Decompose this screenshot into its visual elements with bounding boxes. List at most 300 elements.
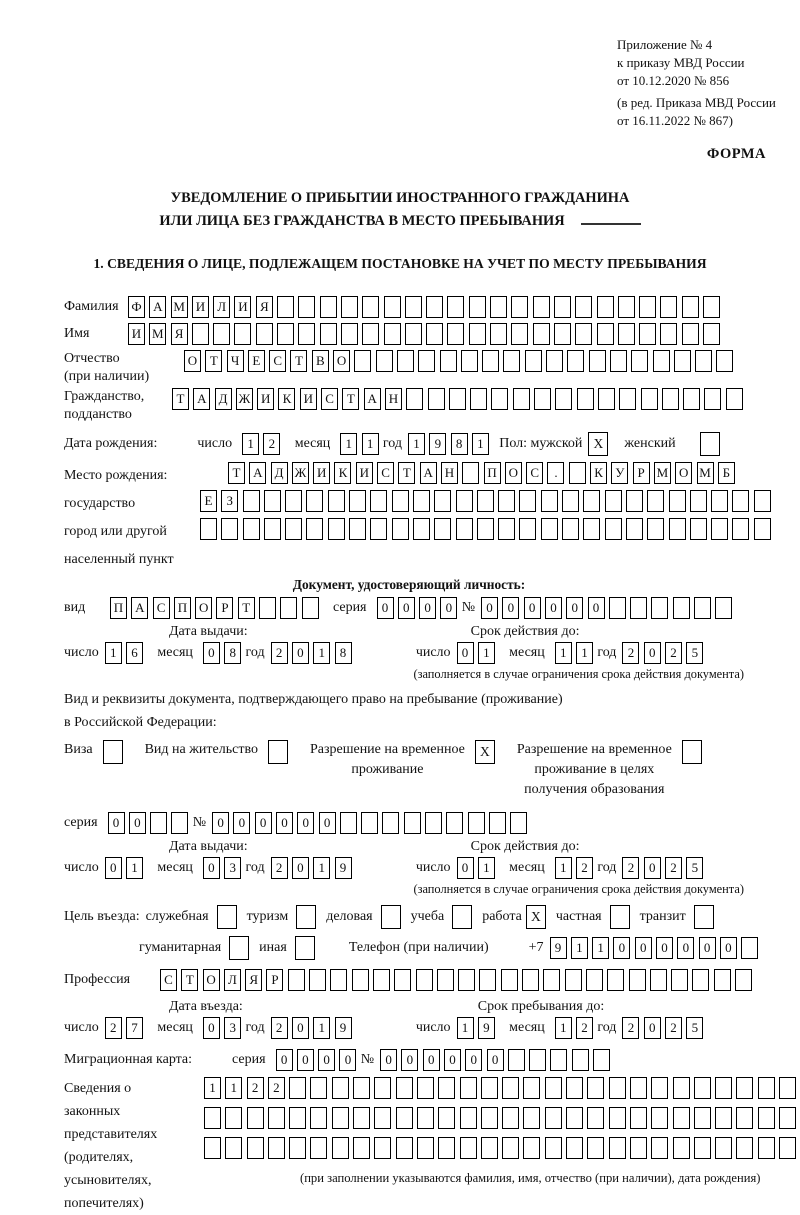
form-cell[interactable]: 0 <box>292 1017 309 1039</box>
form-cell[interactable] <box>437 969 454 991</box>
form-cell[interactable]: 2 <box>622 642 639 664</box>
form-cell[interactable] <box>354 350 371 372</box>
form-cell[interactable] <box>694 1107 711 1129</box>
form-cell[interactable]: 1 <box>571 937 588 959</box>
form-cell[interactable]: 1 <box>340 433 357 455</box>
form-cell[interactable] <box>550 1049 567 1071</box>
form-cell[interactable]: И <box>313 462 330 484</box>
form-cell[interactable]: Т <box>172 388 189 410</box>
form-cell[interactable]: 1 <box>478 857 495 879</box>
form-cell[interactable]: 0 <box>635 937 652 959</box>
form-cell[interactable] <box>533 323 550 345</box>
form-cell[interactable]: 0 <box>423 1049 440 1071</box>
form-cell[interactable] <box>523 1107 540 1129</box>
form-cell[interactable]: 0 <box>233 812 250 834</box>
form-cell[interactable] <box>566 1107 583 1129</box>
form-cell[interactable] <box>341 323 358 345</box>
form-cell[interactable] <box>587 1107 604 1129</box>
form-cell[interactable]: 0 <box>398 597 415 619</box>
form-cell[interactable] <box>374 1077 391 1099</box>
form-cell[interactable] <box>289 1137 306 1159</box>
form-cell[interactable]: О <box>505 462 522 484</box>
form-cell[interactable] <box>417 1107 434 1129</box>
form-cell[interactable] <box>309 969 326 991</box>
form-cell[interactable]: 2 <box>665 1017 682 1039</box>
form-cell[interactable]: А <box>131 597 148 619</box>
form-cell[interactable] <box>567 350 584 372</box>
form-cell[interactable] <box>598 388 615 410</box>
form-cell[interactable]: 0 <box>644 642 661 664</box>
form-cell[interactable] <box>639 323 656 345</box>
form-cell[interactable]: И <box>192 296 209 318</box>
form-cell[interactable]: 1 <box>472 433 489 455</box>
form-cell[interactable]: К <box>334 462 351 484</box>
form-cell[interactable] <box>609 1137 626 1159</box>
form-cell[interactable] <box>470 388 487 410</box>
form-cell[interactable] <box>330 969 347 991</box>
form-cell[interactable]: 0 <box>297 1049 314 1071</box>
form-cell[interactable] <box>651 1137 668 1159</box>
form-cell[interactable]: Ф <box>128 296 145 318</box>
form-cell[interactable] <box>490 323 507 345</box>
form-cell[interactable] <box>428 388 445 410</box>
form-cell[interactable]: Я <box>171 323 188 345</box>
form-cell[interactable] <box>204 1137 221 1159</box>
form-cell[interactable] <box>277 323 294 345</box>
form-cell[interactable] <box>529 1049 546 1071</box>
form-cell[interactable]: М <box>149 323 166 345</box>
form-cell[interactable] <box>150 812 167 834</box>
form-cell[interactable] <box>332 1077 349 1099</box>
form-cell[interactable] <box>264 518 281 540</box>
form-cell[interactable]: Е <box>248 350 265 372</box>
form-cell[interactable] <box>413 490 430 512</box>
form-cell[interactable] <box>396 1077 413 1099</box>
form-cell[interactable] <box>534 388 551 410</box>
form-cell[interactable] <box>438 1077 455 1099</box>
form-cell[interactable]: 2 <box>622 857 639 879</box>
form-cell[interactable]: . <box>547 462 564 484</box>
form-cell[interactable] <box>572 1049 589 1071</box>
form-cell[interactable]: М <box>654 462 671 484</box>
form-cell[interactable] <box>715 1137 732 1159</box>
purpose-study-checkbox[interactable] <box>452 905 472 929</box>
form-cell[interactable] <box>741 937 758 959</box>
form-cell[interactable] <box>703 323 720 345</box>
purpose-transit-checkbox[interactable] <box>694 905 714 929</box>
form-cell[interactable] <box>511 323 528 345</box>
form-cell[interactable]: С <box>377 462 394 484</box>
form-cell[interactable]: 0 <box>108 812 125 834</box>
form-cell[interactable]: 2 <box>105 1017 122 1039</box>
form-cell[interactable] <box>673 597 690 619</box>
form-cell[interactable]: 1 <box>204 1077 221 1099</box>
form-cell[interactable] <box>682 296 699 318</box>
form-cell[interactable] <box>426 323 443 345</box>
form-cell[interactable] <box>736 1077 753 1099</box>
form-cell[interactable]: Р <box>266 969 283 991</box>
form-cell[interactable]: 5 <box>686 642 703 664</box>
form-cell[interactable] <box>490 296 507 318</box>
form-cell[interactable] <box>619 388 636 410</box>
form-cell[interactable] <box>587 1137 604 1159</box>
form-cell[interactable] <box>462 462 479 484</box>
form-cell[interactable] <box>671 969 688 991</box>
form-cell[interactable] <box>519 490 536 512</box>
form-cell[interactable]: 0 <box>481 597 498 619</box>
form-cell[interactable]: И <box>356 462 373 484</box>
form-cell[interactable] <box>754 490 771 512</box>
form-cell[interactable]: 1 <box>126 857 143 879</box>
form-cell[interactable] <box>392 490 409 512</box>
form-cell[interactable]: Т <box>181 969 198 991</box>
form-cell[interactable]: 1 <box>457 1017 474 1039</box>
form-cell[interactable] <box>247 1107 264 1129</box>
form-cell[interactable] <box>225 1137 242 1159</box>
form-cell[interactable]: 0 <box>720 937 737 959</box>
form-cell[interactable] <box>555 388 572 410</box>
form-cell[interactable] <box>510 812 527 834</box>
form-cell[interactable]: 8 <box>224 642 241 664</box>
form-cell[interactable]: 0 <box>212 812 229 834</box>
form-cell[interactable]: 2 <box>271 1017 288 1039</box>
form-cell[interactable]: Ж <box>236 388 253 410</box>
form-cell[interactable]: 1 <box>408 433 425 455</box>
form-cell[interactable]: Ч <box>227 350 244 372</box>
form-cell[interactable] <box>341 296 358 318</box>
form-cell[interactable]: 1 <box>105 642 122 664</box>
form-cell[interactable]: 2 <box>263 433 280 455</box>
form-cell[interactable] <box>310 1077 327 1099</box>
form-cell[interactable]: А <box>193 388 210 410</box>
form-cell[interactable]: 0 <box>292 857 309 879</box>
form-cell[interactable]: 0 <box>457 642 474 664</box>
form-cell[interactable] <box>502 1137 519 1159</box>
form-cell[interactable] <box>353 1077 370 1099</box>
sex-male-checkbox[interactable]: X <box>588 432 608 456</box>
form-cell[interactable] <box>629 969 646 991</box>
form-cell[interactable] <box>374 1137 391 1159</box>
form-cell[interactable] <box>434 518 451 540</box>
form-cell[interactable]: З <box>221 490 238 512</box>
form-cell[interactable]: 0 <box>502 597 519 619</box>
form-cell[interactable] <box>674 350 691 372</box>
form-cell[interactable]: С <box>321 388 338 410</box>
form-cell[interactable] <box>418 350 435 372</box>
form-cell[interactable]: К <box>278 388 295 410</box>
form-cell[interactable] <box>204 1107 221 1129</box>
form-cell[interactable]: Н <box>385 388 402 410</box>
form-cell[interactable] <box>213 323 230 345</box>
temp-residence-checkbox[interactable]: X <box>475 740 495 764</box>
form-cell[interactable]: 2 <box>622 1017 639 1039</box>
form-cell[interactable]: О <box>333 350 350 372</box>
form-cell[interactable] <box>758 1137 775 1159</box>
form-cell[interactable] <box>650 969 667 991</box>
form-cell[interactable]: 0 <box>440 597 457 619</box>
form-cell[interactable] <box>394 969 411 991</box>
form-cell[interactable]: 2 <box>576 857 593 879</box>
form-cell[interactable] <box>519 518 536 540</box>
form-cell[interactable] <box>456 518 473 540</box>
form-cell[interactable] <box>382 812 399 834</box>
form-cell[interactable] <box>562 518 579 540</box>
form-cell[interactable]: 0 <box>318 1049 335 1071</box>
form-cell[interactable] <box>660 296 677 318</box>
form-cell[interactable]: 0 <box>524 597 541 619</box>
form-cell[interactable] <box>221 518 238 540</box>
form-cell[interactable] <box>703 296 720 318</box>
form-cell[interactable]: 2 <box>665 642 682 664</box>
form-cell[interactable] <box>234 323 251 345</box>
form-cell[interactable] <box>673 1137 690 1159</box>
form-cell[interactable]: Я <box>256 296 273 318</box>
form-cell[interactable] <box>641 388 658 410</box>
form-cell[interactable]: Т <box>342 388 359 410</box>
form-cell[interactable] <box>554 296 571 318</box>
form-cell[interactable] <box>630 1137 647 1159</box>
form-cell[interactable] <box>458 969 475 991</box>
form-cell[interactable]: А <box>249 462 266 484</box>
form-cell[interactable]: 7 <box>126 1017 143 1039</box>
form-cell[interactable] <box>404 812 421 834</box>
form-cell[interactable]: 9 <box>335 857 352 879</box>
form-cell[interactable] <box>243 518 260 540</box>
form-cell[interactable] <box>597 296 614 318</box>
form-cell[interactable] <box>716 350 733 372</box>
form-cell[interactable] <box>328 518 345 540</box>
form-cell[interactable] <box>320 323 337 345</box>
form-cell[interactable] <box>653 350 670 372</box>
form-cell[interactable] <box>460 1107 477 1129</box>
form-cell[interactable] <box>446 812 463 834</box>
form-cell[interactable] <box>353 1107 370 1129</box>
form-cell[interactable] <box>502 1077 519 1099</box>
form-cell[interactable]: 0 <box>613 937 630 959</box>
form-cell[interactable]: 3 <box>224 857 241 879</box>
form-cell[interactable] <box>370 490 387 512</box>
form-cell[interactable] <box>264 490 281 512</box>
purpose-work-checkbox[interactable]: X <box>526 905 546 929</box>
form-cell[interactable] <box>280 597 297 619</box>
form-cell[interactable]: Т <box>398 462 415 484</box>
form-cell[interactable] <box>631 350 648 372</box>
form-cell[interactable]: 0 <box>487 1049 504 1071</box>
form-cell[interactable] <box>566 1077 583 1099</box>
form-cell[interactable] <box>541 518 558 540</box>
form-cell[interactable] <box>610 350 627 372</box>
form-cell[interactable]: 0 <box>276 812 293 834</box>
form-cell[interactable]: Т <box>238 597 255 619</box>
form-cell[interactable] <box>417 1137 434 1159</box>
form-cell[interactable]: С <box>526 462 543 484</box>
form-cell[interactable]: 1 <box>555 642 572 664</box>
form-cell[interactable] <box>647 518 664 540</box>
temp-residence-edu-checkbox[interactable] <box>682 740 702 764</box>
form-cell[interactable] <box>481 1107 498 1129</box>
form-cell[interactable] <box>694 1137 711 1159</box>
form-cell[interactable] <box>477 518 494 540</box>
form-cell[interactable]: 6 <box>126 642 143 664</box>
form-cell[interactable] <box>630 1077 647 1099</box>
form-cell[interactable] <box>545 1077 562 1099</box>
form-cell[interactable]: М <box>697 462 714 484</box>
form-cell[interactable] <box>340 812 357 834</box>
form-cell[interactable]: 1 <box>478 642 495 664</box>
form-cell[interactable]: 0 <box>545 597 562 619</box>
form-cell[interactable] <box>562 490 579 512</box>
form-cell[interactable] <box>277 296 294 318</box>
form-cell[interactable] <box>362 296 379 318</box>
form-cell[interactable] <box>583 490 600 512</box>
form-cell[interactable] <box>522 969 539 991</box>
form-cell[interactable] <box>736 1137 753 1159</box>
form-cell[interactable] <box>285 490 302 512</box>
form-cell[interactable] <box>503 350 520 372</box>
form-cell[interactable] <box>597 323 614 345</box>
form-cell[interactable] <box>481 1137 498 1159</box>
form-cell[interactable] <box>460 1137 477 1159</box>
form-cell[interactable] <box>523 1137 540 1159</box>
form-cell[interactable] <box>349 518 366 540</box>
form-cell[interactable] <box>460 1077 477 1099</box>
form-cell[interactable] <box>268 1137 285 1159</box>
form-cell[interactable] <box>575 323 592 345</box>
form-cell[interactable] <box>384 296 401 318</box>
form-cell[interactable]: 8 <box>451 433 468 455</box>
form-cell[interactable] <box>405 323 422 345</box>
form-cell[interactable]: О <box>203 969 220 991</box>
form-cell[interactable]: 0 <box>566 597 583 619</box>
form-cell[interactable]: 0 <box>129 812 146 834</box>
purpose-other-checkbox[interactable] <box>295 936 315 960</box>
form-cell[interactable] <box>361 812 378 834</box>
form-cell[interactable]: 9 <box>335 1017 352 1039</box>
form-cell[interactable] <box>669 490 686 512</box>
form-cell[interactable]: Б <box>718 462 735 484</box>
form-cell[interactable]: О <box>184 350 201 372</box>
form-cell[interactable] <box>259 597 276 619</box>
form-cell[interactable] <box>289 1107 306 1129</box>
form-cell[interactable] <box>440 350 457 372</box>
form-cell[interactable] <box>586 969 603 991</box>
form-cell[interactable] <box>171 812 188 834</box>
form-cell[interactable] <box>396 1107 413 1129</box>
form-cell[interactable]: 0 <box>203 857 220 879</box>
form-cell[interactable]: 0 <box>276 1049 293 1071</box>
form-cell[interactable]: 0 <box>339 1049 356 1071</box>
form-cell[interactable] <box>533 296 550 318</box>
form-cell[interactable] <box>607 969 624 991</box>
form-cell[interactable]: Я <box>245 969 262 991</box>
form-cell[interactable]: Л <box>213 296 230 318</box>
form-cell[interactable] <box>711 490 728 512</box>
form-cell[interactable] <box>362 323 379 345</box>
form-cell[interactable] <box>352 969 369 991</box>
form-cell[interactable] <box>469 323 486 345</box>
form-cell[interactable]: 2 <box>665 857 682 879</box>
form-cell[interactable] <box>673 1077 690 1099</box>
form-cell[interactable] <box>525 350 542 372</box>
form-cell[interactable] <box>715 1077 732 1099</box>
form-cell[interactable] <box>651 1077 668 1099</box>
form-cell[interactable] <box>554 323 571 345</box>
form-cell[interactable]: П <box>484 462 501 484</box>
form-cell[interactable]: Т <box>228 462 245 484</box>
form-cell[interactable] <box>353 1137 370 1159</box>
form-cell[interactable] <box>669 518 686 540</box>
form-cell[interactable]: В <box>312 350 329 372</box>
form-cell[interactable]: 2 <box>271 642 288 664</box>
form-cell[interactable] <box>468 812 485 834</box>
form-cell[interactable] <box>690 490 707 512</box>
form-cell[interactable]: 8 <box>335 642 352 664</box>
form-cell[interactable] <box>447 323 464 345</box>
form-cell[interactable] <box>413 518 430 540</box>
form-cell[interactable] <box>694 597 711 619</box>
form-cell[interactable] <box>302 597 319 619</box>
form-cell[interactable] <box>370 518 387 540</box>
form-cell[interactable] <box>639 296 656 318</box>
form-cell[interactable] <box>461 350 478 372</box>
form-cell[interactable]: 9 <box>478 1017 495 1039</box>
form-cell[interactable] <box>426 296 443 318</box>
form-cell[interactable]: 0 <box>419 597 436 619</box>
form-cell[interactable]: Р <box>633 462 650 484</box>
form-cell[interactable] <box>396 1137 413 1159</box>
purpose-humanitarian-checkbox[interactable] <box>229 936 249 960</box>
form-cell[interactable]: 2 <box>576 1017 593 1039</box>
form-cell[interactable] <box>328 490 345 512</box>
form-cell[interactable] <box>566 1137 583 1159</box>
form-cell[interactable] <box>243 490 260 512</box>
form-cell[interactable] <box>306 490 323 512</box>
form-cell[interactable]: 1 <box>576 642 593 664</box>
form-cell[interactable]: К <box>590 462 607 484</box>
form-cell[interactable]: 0 <box>377 597 394 619</box>
form-cell[interactable] <box>732 490 749 512</box>
form-cell[interactable] <box>692 969 709 991</box>
form-cell[interactable] <box>374 1107 391 1129</box>
form-cell[interactable] <box>434 490 451 512</box>
form-cell[interactable] <box>438 1137 455 1159</box>
form-cell[interactable] <box>605 518 622 540</box>
form-cell[interactable] <box>609 1077 626 1099</box>
form-cell[interactable]: 0 <box>588 597 605 619</box>
form-cell[interactable] <box>545 1137 562 1159</box>
form-cell[interactable] <box>392 518 409 540</box>
form-cell[interactable]: А <box>364 388 381 410</box>
form-cell[interactable] <box>298 296 315 318</box>
form-cell[interactable]: П <box>174 597 191 619</box>
form-cell[interactable]: 0 <box>380 1049 397 1071</box>
form-cell[interactable] <box>405 296 422 318</box>
form-cell[interactable]: И <box>234 296 251 318</box>
form-cell[interactable]: Т <box>290 350 307 372</box>
form-cell[interactable] <box>630 597 647 619</box>
form-cell[interactable]: Д <box>271 462 288 484</box>
form-cell[interactable] <box>754 518 771 540</box>
form-cell[interactable]: 0 <box>444 1049 461 1071</box>
form-cell[interactable] <box>690 518 707 540</box>
form-cell[interactable]: Л <box>224 969 241 991</box>
form-cell[interactable]: 1 <box>555 1017 572 1039</box>
purpose-official-checkbox[interactable] <box>217 905 237 929</box>
form-cell[interactable] <box>406 388 423 410</box>
form-cell[interactable]: Р <box>216 597 233 619</box>
form-cell[interactable]: 9 <box>550 937 567 959</box>
form-cell[interactable]: Д <box>215 388 232 410</box>
